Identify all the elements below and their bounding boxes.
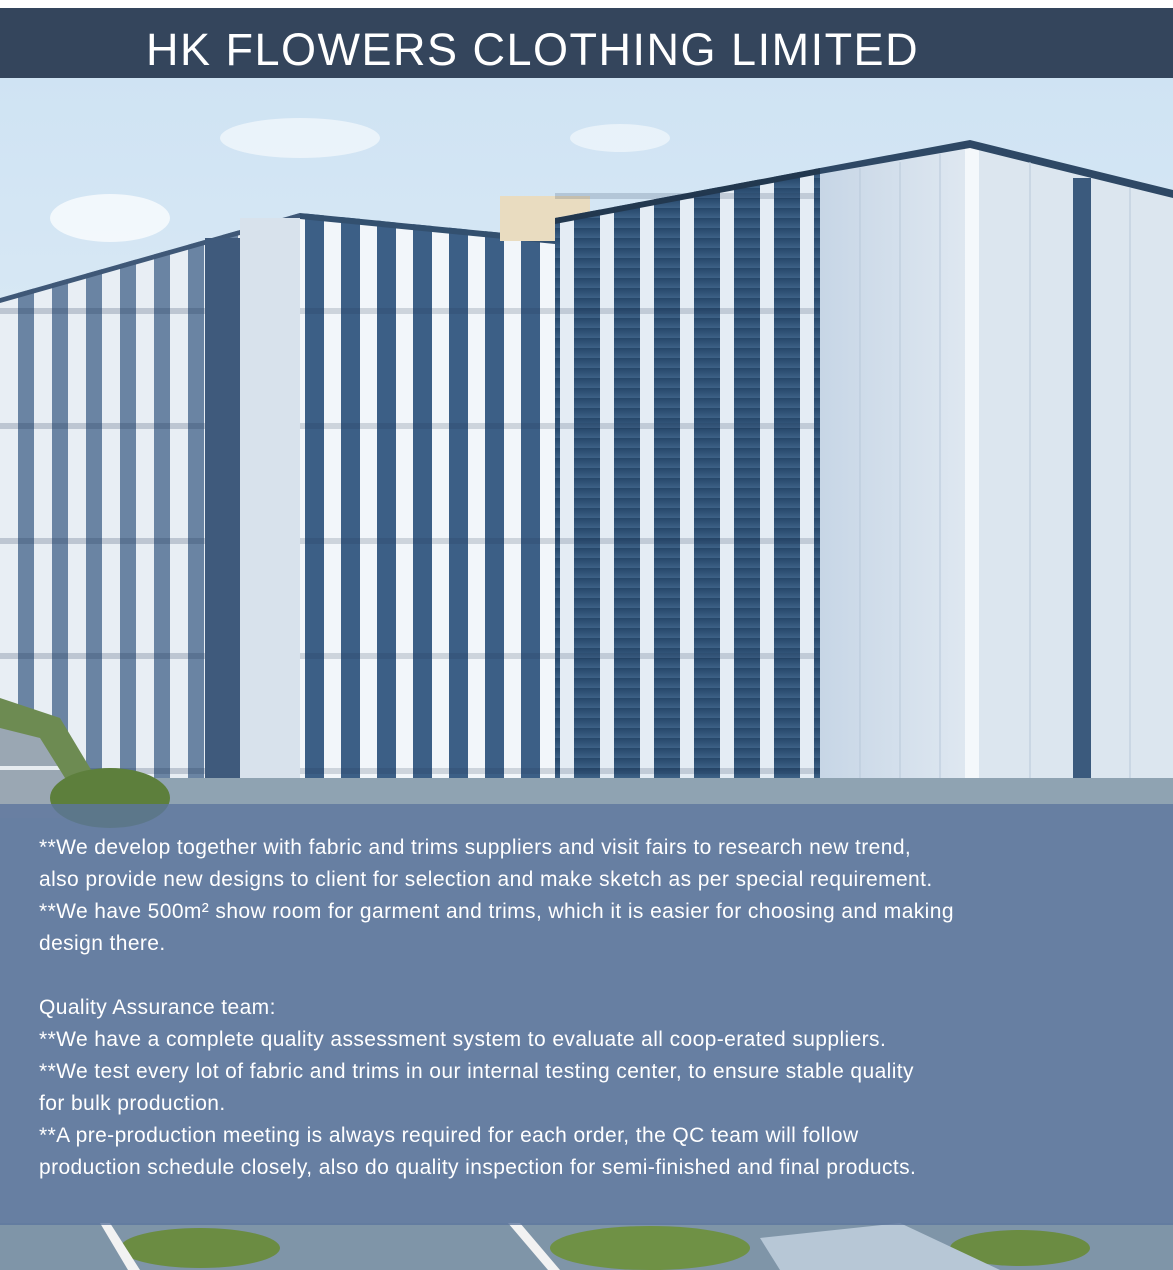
info-panel (0, 804, 1173, 1225)
text-line: **We test every lot of fabric and trims in our internal testing center, to ensure stable quality (39, 1060, 914, 1083)
text-line: for bulk production. (39, 1092, 226, 1115)
text-line: **We have 500m² show room for garment and trims, which it is easier for choosing and making (39, 900, 954, 923)
paragraph-gap (39, 960, 1159, 992)
text-line: **We have a complete quality assessment system to evaluate all coop-erated suppliers. (39, 1028, 887, 1051)
header-bar (0, 8, 1173, 78)
text-line: production schedule closely, also do quality inspection for semi-finished and final products. (39, 1156, 917, 1179)
text-line: also provide new designs to client for selection and make sketch as per special requirement. (39, 868, 933, 891)
section-heading: Quality Assurance team: (39, 996, 276, 1019)
text-line: **A pre-production meeting is always required for each order, the QC team will follow (39, 1124, 859, 1147)
text-line: **We develop together with fabric and trims suppliers and visit fairs to research new trend, (39, 836, 912, 859)
text-line: design there. (39, 932, 166, 955)
company-title: HK FLOWERS CLOTHING LIMITED (146, 24, 920, 75)
info-text (39, 832, 1159, 1184)
